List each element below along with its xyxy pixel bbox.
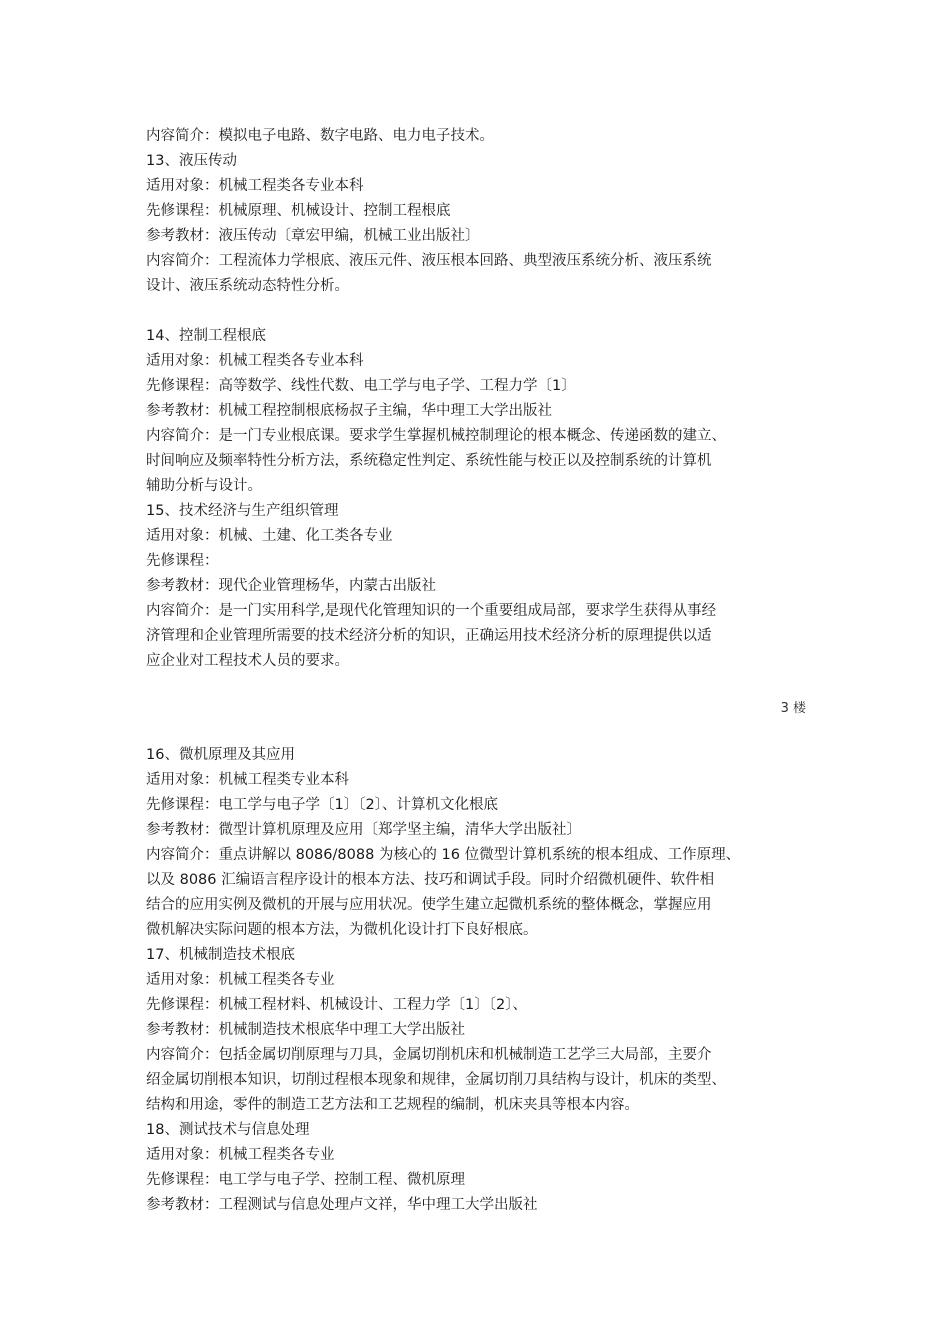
s14-intro-line: 内容简介：是一门专业根底课。要求学生掌握机械控制理论的根本概念、传递函数的建立、	[146, 428, 726, 444]
s16-intro-line: 内容简介：重点讲解以 8086/8088 为核心的 16 位微型计算机系统的根本组成、工作原理、	[146, 847, 741, 863]
s12-intro: 内容简介：模拟电子电路、数字电路、电力电子技术。	[146, 128, 494, 144]
s14-audience: 适用对象：机械工程类各专业本科	[146, 353, 364, 369]
s18-textbook: 参考教材：工程测试与信息处理卢文祥，华中理工大学出版社	[146, 1197, 538, 1213]
floor-marker: 3 楼	[780, 701, 806, 716]
spacer	[146, 674, 810, 696]
s15-intro-line: 应企业对工程技术人员的要求。	[146, 653, 349, 669]
s15-prereq: 先修课程：	[146, 553, 219, 569]
s13-title: 13、液压传动	[146, 153, 237, 169]
spacer	[146, 721, 810, 743]
s15-intro-line: 内容简介：是一门实用科学,是现代化管理知识的一个重要组成局部，要求学生获得从事经	[146, 603, 717, 619]
s14-textbook: 参考教材：机械工程控制根底杨叔子主编，华中理工大学出版社	[146, 403, 552, 419]
s13-audience: 适用对象：机械工程类各专业本科	[146, 178, 364, 194]
s18-audience: 适用对象：机械工程类各专业	[146, 1147, 335, 1163]
s17-intro-line: 绍金属切削根本知识，切削过程根本现象和规律，金属切削刀具结构与设计，机床的类型、	[146, 1072, 726, 1088]
s13-prereq: 先修课程：机械原理、机械设计、控制工程根底	[146, 203, 451, 219]
spacer	[146, 299, 810, 324]
s17-prereq: 先修课程：机械工程材料、机械设计、工程力学〔1〕〔2〕、	[146, 997, 527, 1013]
s14-intro-line: 辅助分析与设计。	[146, 478, 262, 494]
s15-audience: 适用对象：机械、土建、化工类各专业	[146, 528, 393, 544]
s15-textbook: 参考教材：现代企业管理杨华，内蒙古出版社	[146, 578, 436, 594]
s16-intro-line: 微机解决实际问题的根本方法，为微机化设计打下良好根底。	[146, 922, 538, 938]
s16-intro-line: 以及 8086 汇编语言程序设计的根本方法、技巧和调试手段。同时介绍微机硬件、软件相	[146, 872, 715, 888]
s13-textbook: 参考教材：液压传动〔章宏甲编，机械工业出版社〕	[146, 228, 480, 244]
s13-intro-line: 设计、液压系统动态特性分析。	[146, 278, 349, 294]
s16-prereq: 先修课程：电工学与电子学〔1〕〔2〕、计算机文化根底	[146, 797, 498, 813]
s13-intro-line: 内容简介：工程流体力学根底、液压元件、液压根本回路、典型液压系统分析、液压系统	[146, 253, 712, 269]
s16-audience: 适用对象：机械工程类专业本科	[146, 772, 349, 788]
s14-prereq: 先修课程：高等数学、线性代数、电工学与电子学、工程力学〔1〕	[146, 378, 576, 394]
s14-intro-line: 时间响应及频率特性分析方法，系统稳定性判定、系统性能与校正以及控制系统的计算机	[146, 453, 712, 469]
s16-title: 16、微机原理及其应用	[146, 747, 295, 763]
s18-title: 18、测试技术与信息处理	[146, 1122, 310, 1138]
s17-intro-line: 结构和用途，零件的制造工艺方法和工艺规程的编制，机床夹具等根本内容。	[146, 1097, 639, 1113]
s17-title: 17、机械制造技术根底	[146, 947, 295, 963]
s15-title: 15、技术经济与生产组织管理	[146, 503, 339, 519]
s17-intro-line: 内容简介：包括金属切削原理与刀具，金属切削机床和机械制造工艺学三大局部，主要介	[146, 1047, 712, 1063]
s16-intro-line: 结合的应用实例及微机的开展与应用状况。使学生建立起微机系统的整体概念，掌握应用	[146, 897, 712, 913]
s17-audience: 适用对象：机械工程类各专业	[146, 972, 335, 988]
s17-textbook: 参考教材：机械制造技术根底华中理工大学出版社	[146, 1022, 465, 1038]
document-page	[146, 124, 810, 1218]
s16-textbook: 参考教材：微型计算机原理及应用〔郑学坚主编，清华大学出版社〕	[146, 822, 581, 838]
s15-intro-line: 济管理和企业管理所需要的技术经济分析的知识，正确运用技术经济分析的原理提供以适	[146, 628, 712, 644]
s18-prereq: 先修课程：电工学与电子学、控制工程、微机原理	[146, 1172, 465, 1188]
s14-title: 14、控制工程根底	[146, 328, 266, 344]
